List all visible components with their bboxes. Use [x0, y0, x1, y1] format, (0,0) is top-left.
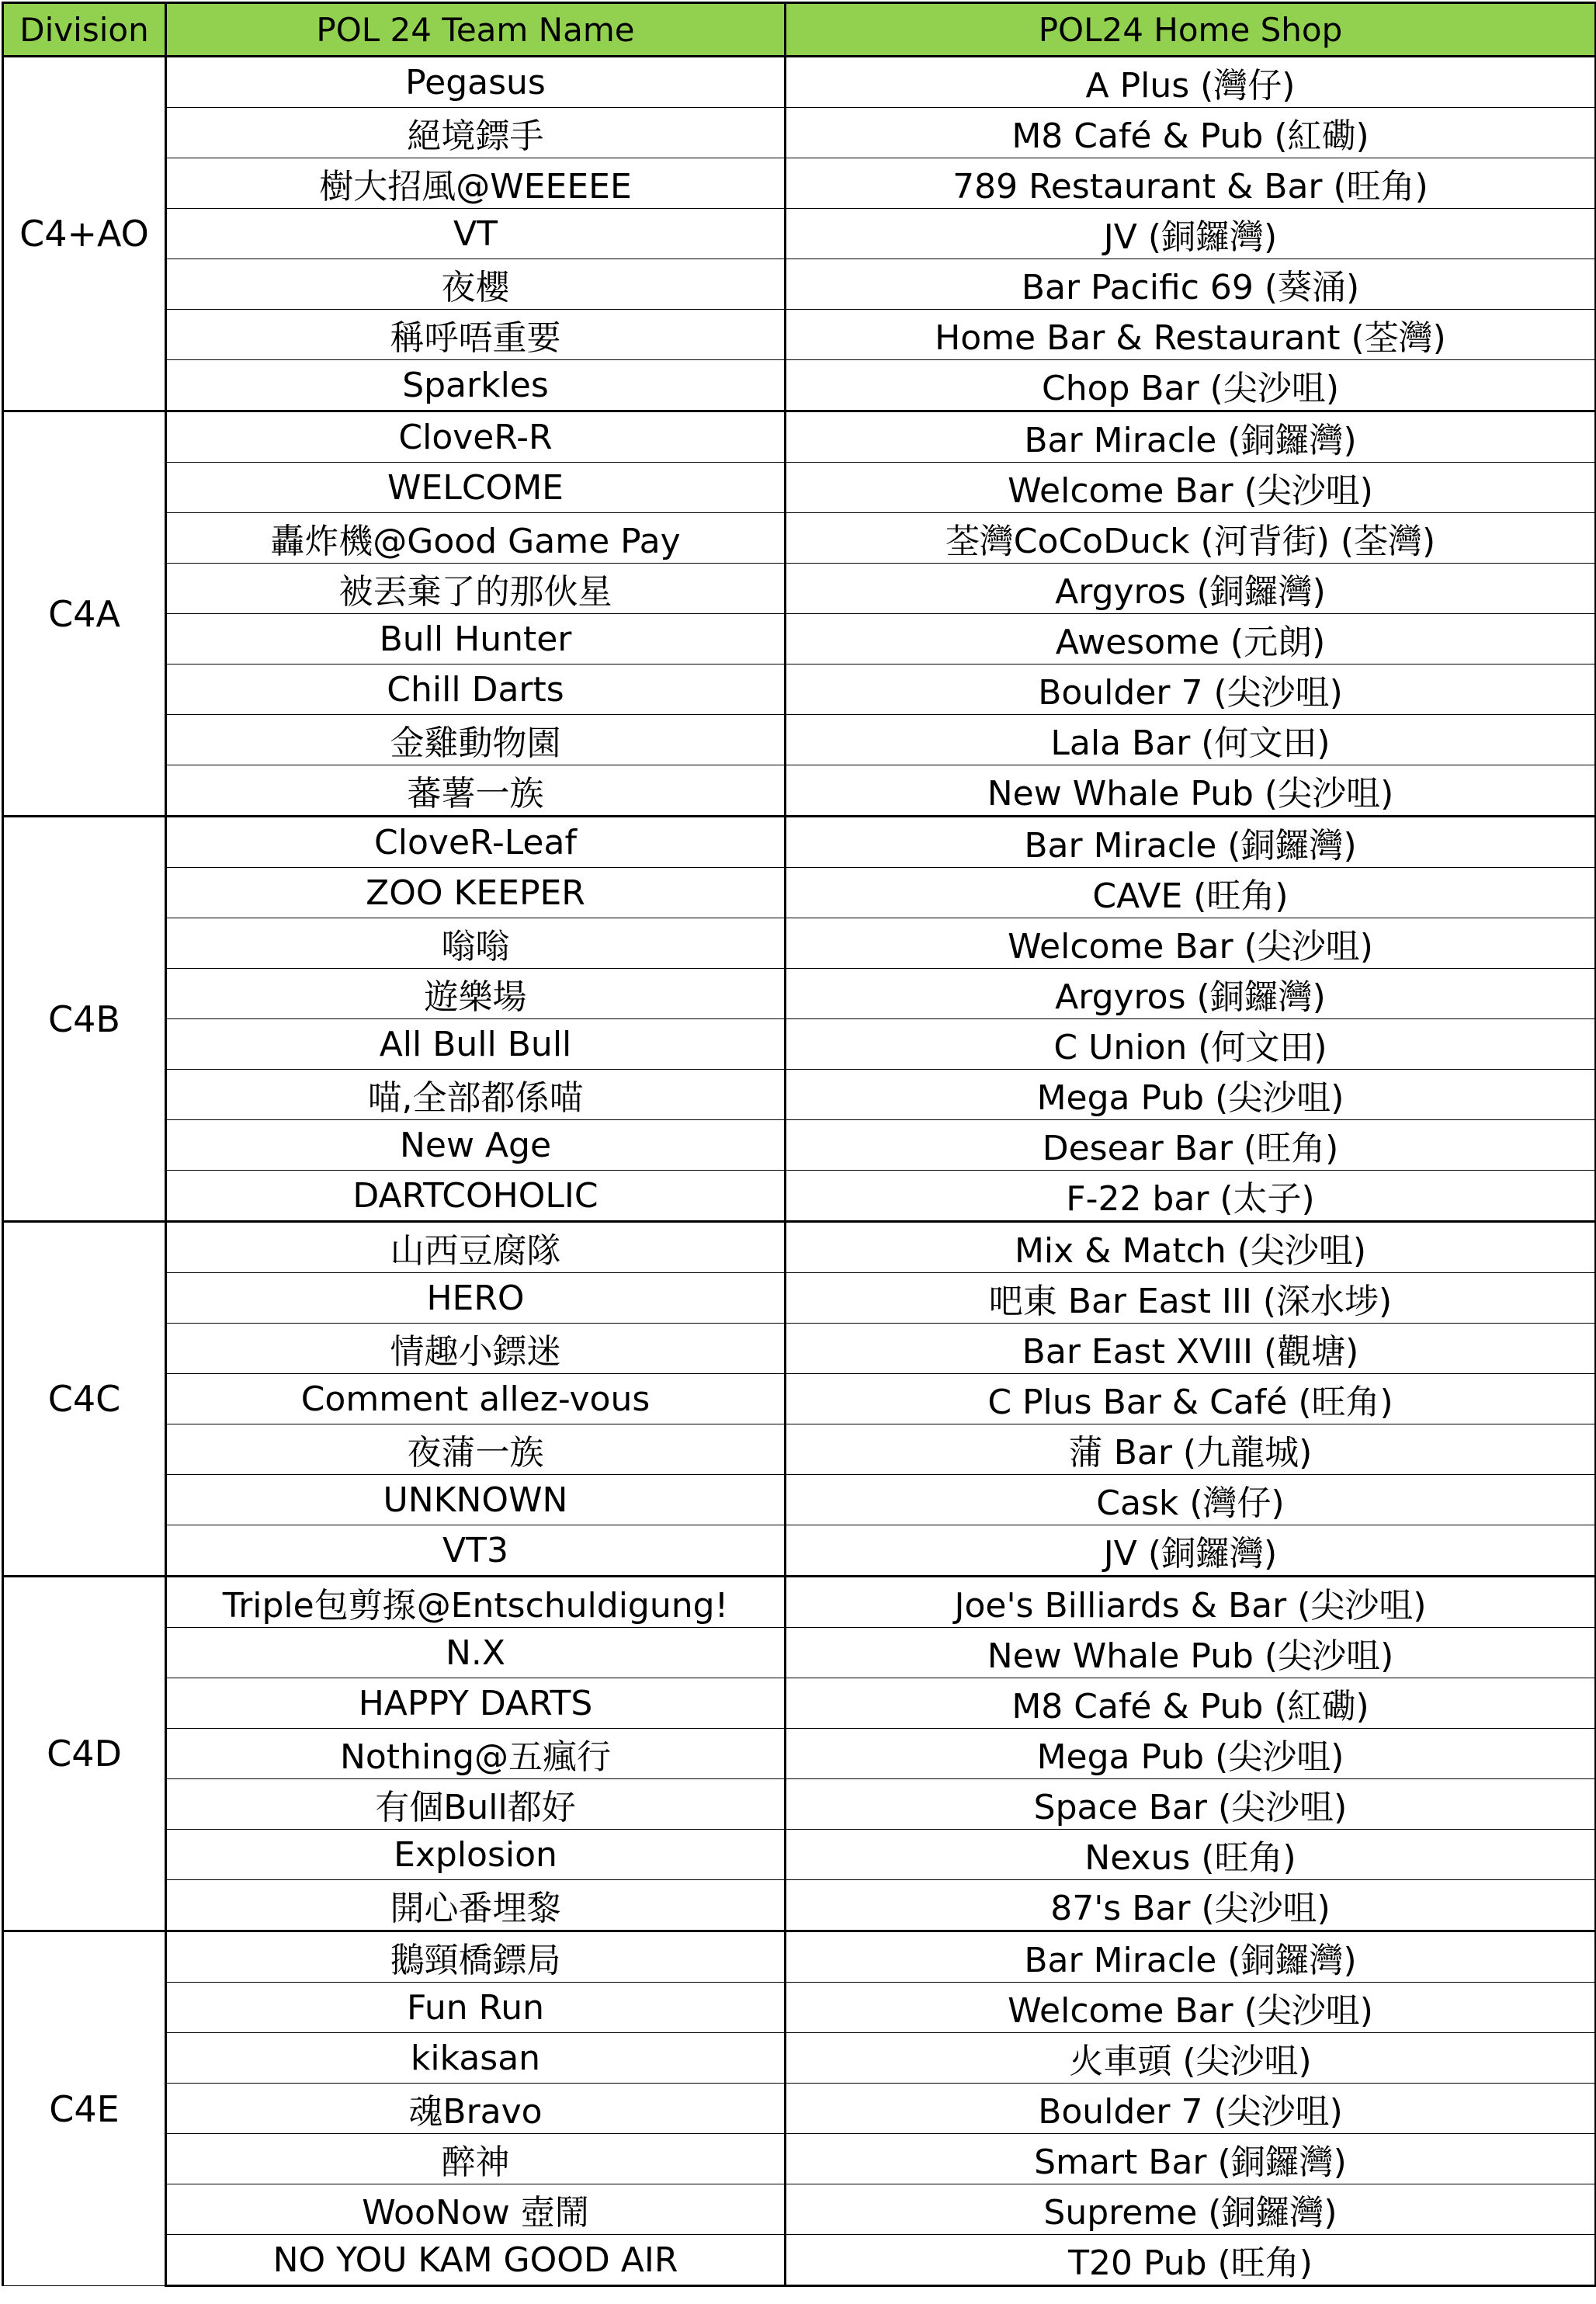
table-row: [3, 411, 1596, 463]
table-row: [3, 2084, 1596, 2134]
table-row: [3, 2184, 1596, 2235]
table-row: [3, 1019, 1596, 1070]
home-shop-cell: Lala Bar (何文田): [786, 715, 1596, 765]
team-name-cell: Pegasus: [166, 57, 786, 108]
table-row: [3, 1171, 1596, 1222]
home-shop-cell: Mega Pub (尖沙咀): [786, 1729, 1596, 1779]
table-row: [3, 1830, 1596, 1880]
team-name-cell: 魂Bravo: [166, 2084, 786, 2134]
home-shop-cell: Bar Miracle (銅鑼灣): [786, 411, 1596, 463]
table-row: [3, 209, 1596, 259]
header-division: Division: [3, 3, 166, 57]
table-row: [3, 1678, 1596, 1729]
team-name-cell: 鵝頸橋鏢局: [166, 1931, 786, 1983]
team-name-cell: VT3: [166, 1525, 786, 1577]
team-name-cell: Comment allez-vous: [166, 1374, 786, 1424]
team-name-cell: 開心番埋黎: [166, 1880, 786, 1931]
table-row: [3, 715, 1596, 765]
table-row: [3, 1729, 1596, 1779]
division-cell: C4B: [3, 817, 166, 1222]
table-row: [3, 1779, 1596, 1830]
team-name-cell: ZOO KEEPER: [166, 868, 786, 918]
team-name-cell: Chill Darts: [166, 664, 786, 715]
home-shop-cell: Smart Bar (銅鑼灣): [786, 2134, 1596, 2184]
table-row: [3, 1577, 1596, 1628]
home-shop-cell: JV (銅鑼灣): [786, 1525, 1596, 1577]
table-body: [3, 57, 1596, 2286]
home-shop-cell: Nexus (旺角): [786, 1830, 1596, 1880]
home-shop-cell: T20 Pub (旺角): [786, 2235, 1596, 2286]
team-name-cell: HERO: [166, 1273, 786, 1324]
table-row: [3, 1931, 1596, 1983]
team-name-cell: 被丟棄了的那伙星: [166, 564, 786, 614]
home-shop-cell: A Plus (灣仔): [786, 57, 1596, 108]
team-name-cell: NO YOU KAM GOOD AIR: [166, 2235, 786, 2286]
division-cell: C4D: [3, 1577, 166, 1931]
table-row: [3, 664, 1596, 715]
table-row: [3, 614, 1596, 664]
home-shop-cell: Cask (灣仔): [786, 1475, 1596, 1525]
home-shop-cell: Bar Miracle (銅鑼灣): [786, 817, 1596, 868]
team-name-cell: Triple包剪揼@Entschuldigung!: [166, 1577, 786, 1628]
home-shop-cell: Space Bar (尖沙咀): [786, 1779, 1596, 1830]
header-home-shop: POL24 Home Shop: [786, 3, 1596, 57]
table-row: [3, 1222, 1596, 1273]
table-row: [3, 463, 1596, 513]
table-row: [3, 564, 1596, 614]
table-row: [3, 1324, 1596, 1374]
team-name-cell: Explosion: [166, 1830, 786, 1880]
table-row: [3, 259, 1596, 310]
teams-table: [2, 2, 1596, 2287]
team-name-cell: 嗡嗡: [166, 918, 786, 969]
table-row: [3, 1475, 1596, 1525]
table-row: [3, 360, 1596, 411]
division-cell: C4C: [3, 1222, 166, 1577]
team-name-cell: UNKNOWN: [166, 1475, 786, 1525]
table-row: [3, 2033, 1596, 2084]
table-row: [3, 817, 1596, 868]
home-shop-cell: F-22 bar (太子): [786, 1171, 1596, 1222]
home-shop-cell: Mix & Match (尖沙咀): [786, 1222, 1596, 1273]
home-shop-cell: Supreme (銅鑼灣): [786, 2184, 1596, 2235]
table-row: [3, 310, 1596, 360]
home-shop-cell: Boulder 7 (尖沙咀): [786, 2084, 1596, 2134]
table-row: [3, 1374, 1596, 1424]
table-row: [3, 1983, 1596, 2033]
table-row: [3, 2134, 1596, 2184]
home-shop-cell: Bar Miracle (銅鑼灣): [786, 1931, 1596, 1983]
team-name-cell: 遊樂場: [166, 969, 786, 1019]
home-shop-cell: 789 Restaurant & Bar (旺角): [786, 158, 1596, 209]
home-shop-cell: New Whale Pub (尖沙咀): [786, 765, 1596, 817]
table-row: [3, 1424, 1596, 1475]
team-name-cell: 情趣小鏢迷: [166, 1324, 786, 1374]
team-name-cell: WooNow 壺鬧: [166, 2184, 786, 2235]
header-team-name: POL 24 Team Name: [166, 3, 786, 57]
team-name-cell: Nothing@五瘋行: [166, 1729, 786, 1779]
division-cell: C4+AO: [3, 57, 166, 411]
home-shop-cell: Bar Pacific 69 (葵涌): [786, 259, 1596, 310]
table-row: [3, 868, 1596, 918]
home-shop-cell: 荃灣CoCoDuck (河背街) (荃灣): [786, 513, 1596, 564]
team-name-cell: 山西豆腐隊: [166, 1222, 786, 1273]
team-name-cell: 稱呼唔重要: [166, 310, 786, 360]
home-shop-cell: Welcome Bar (尖沙咀): [786, 1983, 1596, 2033]
team-name-cell: kikasan: [166, 2033, 786, 2084]
division-cell: C4A: [3, 411, 166, 817]
team-name-cell: 樹大招風@WEEEEE: [166, 158, 786, 209]
team-name-cell: CloveR-Leaf: [166, 817, 786, 868]
team-name-cell: 絕境鏢手: [166, 108, 786, 158]
team-name-cell: Sparkles: [166, 360, 786, 411]
home-shop-cell: C Union (何文田): [786, 1019, 1596, 1070]
team-name-cell: Fun Run: [166, 1983, 786, 2033]
division-cell: C4E: [3, 1931, 166, 2286]
team-name-cell: 夜蒲一族: [166, 1424, 786, 1475]
home-shop-cell: Joe's Billiards & Bar (尖沙咀): [786, 1577, 1596, 1628]
table-row: [3, 765, 1596, 817]
team-name-cell: All Bull Bull: [166, 1019, 786, 1070]
home-shop-cell: Boulder 7 (尖沙咀): [786, 664, 1596, 715]
table-row: [3, 2235, 1596, 2286]
home-shop-cell: Welcome Bar (尖沙咀): [786, 918, 1596, 969]
team-name-cell: 喵,全部都係喵: [166, 1070, 786, 1120]
team-name-cell: VT: [166, 209, 786, 259]
table-row: [3, 1120, 1596, 1171]
home-shop-cell: Mega Pub (尖沙咀): [786, 1070, 1596, 1120]
table-row: [3, 969, 1596, 1019]
home-shop-cell: New Whale Pub (尖沙咀): [786, 1628, 1596, 1678]
home-shop-cell: Awesome (元朗): [786, 614, 1596, 664]
home-shop-cell: Home Bar & Restaurant (荃灣): [786, 310, 1596, 360]
table-row: [3, 1070, 1596, 1120]
table-row: [3, 158, 1596, 209]
home-shop-cell: Bar East XVIII (觀塘): [786, 1324, 1596, 1374]
home-shop-cell: 87's Bar (尖沙咀): [786, 1880, 1596, 1931]
team-name-cell: CloveR-R: [166, 411, 786, 463]
home-shop-cell: 火車頭 (尖沙咀): [786, 2033, 1596, 2084]
team-name-cell: 夜櫻: [166, 259, 786, 310]
table-row: [3, 918, 1596, 969]
home-shop-cell: 吧東 Bar East III (深水埗): [786, 1273, 1596, 1324]
home-shop-cell: Desear Bar (旺角): [786, 1120, 1596, 1171]
home-shop-cell: CAVE (旺角): [786, 868, 1596, 918]
home-shop-cell: M8 Café & Pub (紅磡): [786, 1678, 1596, 1729]
team-name-cell: 蕃薯一族: [166, 765, 786, 817]
home-shop-cell: 蒲 Bar (九龍城): [786, 1424, 1596, 1475]
team-name-cell: 轟炸機@Good Game Pay: [166, 513, 786, 564]
team-name-cell: DARTCOHOLIC: [166, 1171, 786, 1222]
team-name-cell: HAPPY DARTS: [166, 1678, 786, 1729]
team-name-cell: 醉神: [166, 2134, 786, 2184]
header-row: [3, 3, 1596, 57]
home-shop-cell: C Plus Bar & Café (旺角): [786, 1374, 1596, 1424]
team-name-cell: Bull Hunter: [166, 614, 786, 664]
home-shop-cell: Argyros (銅鑼灣): [786, 969, 1596, 1019]
home-shop-cell: Argyros (銅鑼灣): [786, 564, 1596, 614]
table-row: [3, 513, 1596, 564]
team-name-cell: WELCOME: [166, 463, 786, 513]
table-row: [3, 108, 1596, 158]
table-row: [3, 57, 1596, 108]
home-shop-cell: JV (銅鑼灣): [786, 209, 1596, 259]
team-name-cell: New Age: [166, 1120, 786, 1171]
table-row: [3, 1525, 1596, 1577]
home-shop-cell: Chop Bar (尖沙咀): [786, 360, 1596, 411]
team-name-cell: N.X: [166, 1628, 786, 1678]
table-row: [3, 1880, 1596, 1931]
team-name-cell: 有個Bull都好: [166, 1779, 786, 1830]
team-name-cell: 金雞動物園: [166, 715, 786, 765]
home-shop-cell: M8 Café & Pub (紅磡): [786, 108, 1596, 158]
table-row: [3, 1273, 1596, 1324]
home-shop-cell: Welcome Bar (尖沙咀): [786, 463, 1596, 513]
table-row: [3, 1628, 1596, 1678]
